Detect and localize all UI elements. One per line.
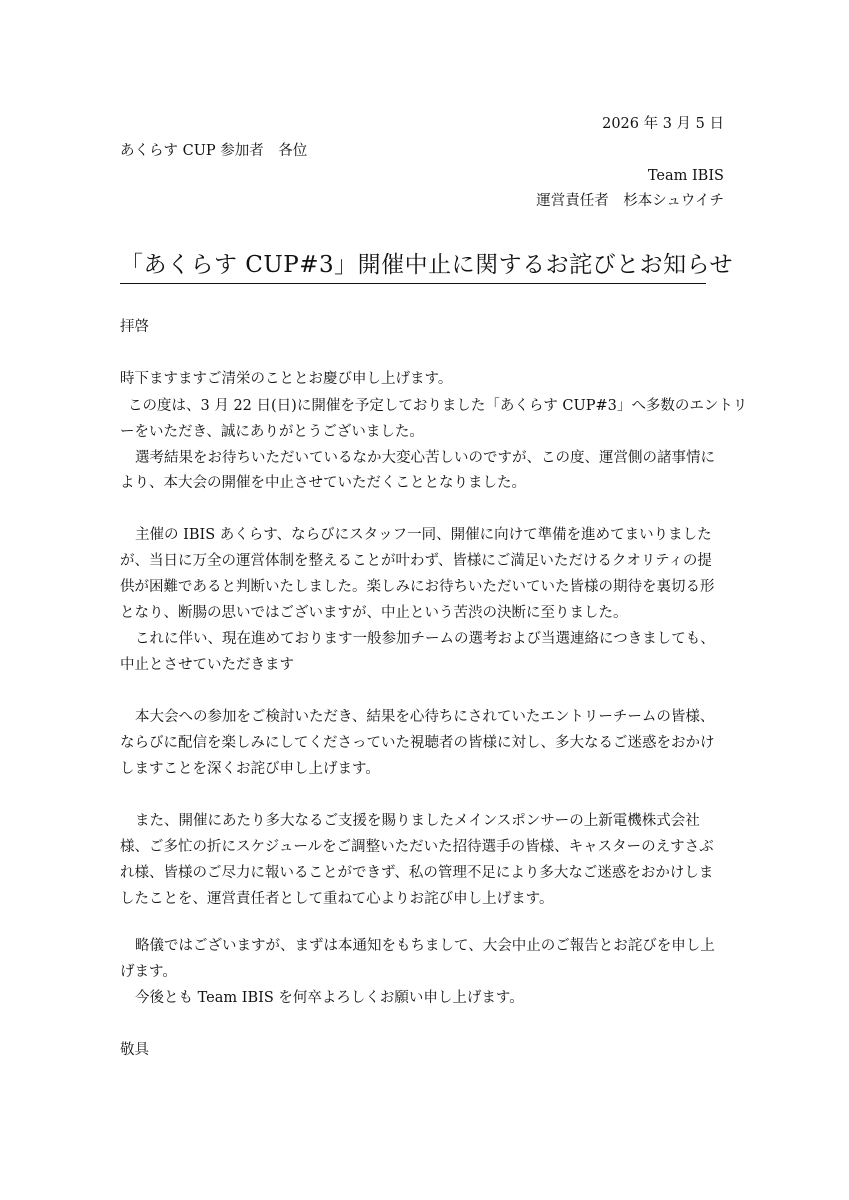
- body-line: 略儀ではございますが、まずは本通知をもちまして、大会中止のご報告とお詫びを申し上: [135, 938, 715, 954]
- closing-salutation: 敬具: [120, 1042, 149, 1058]
- sender-organization: Team IBIS: [647, 168, 724, 184]
- body-line: が、当日に万全の運営体制を整えることが叶わず、皆様にご満足いただけるクオリティの提: [120, 553, 712, 569]
- sender-person: 運営責任者 杉本シュウイチ: [536, 193, 724, 209]
- body-line: 時下ますますご清栄のこととお慶び申し上げます。: [120, 371, 453, 387]
- body-line: げます。: [120, 964, 177, 980]
- body-line: しますことを深くお詫び申し上げます。: [120, 761, 380, 777]
- body-line: ーをいただき、誠にありがとうございました。: [120, 424, 424, 440]
- opening-salutation: 拝啓: [120, 319, 149, 335]
- body-line: また、開催にあたり多大なるご支援を賜りましたメインスポンサーの上新電機株式会社: [135, 813, 700, 829]
- body-line: れ様、皆様のご尽力に報いることができず、私の管理不足により多大なご迷惑をおかけしま: [120, 865, 714, 881]
- body-line: 選考結果をお待ちいただいているなか大変心苦しいのですが、この度、運営側の諸事情に: [135, 450, 715, 466]
- body-line: より、本大会の開催を中止させていただくこととなりました。: [120, 475, 526, 491]
- body-line: 今後とも Team IBIS を何卒よろしくお願い申し上げます。: [135, 990, 524, 1006]
- title-underline: [120, 283, 706, 284]
- body-line: 本大会への参加をご検討いただき、結果を心待ちにされていたエントリーチームの皆様、: [135, 709, 715, 725]
- document-title: 「あくらす CUP#3」開催中止に関するお詫びとお知らせ: [120, 252, 733, 278]
- body-line: 供が困難であると判断いたしました。楽しみにお待ちいただいていた皆様の期待を裏切る形: [120, 579, 715, 595]
- body-line: ならびに配信を楽しみにしてくださっていた視聴者の皆様に対し、多大なるご迷惑をおかけ: [120, 735, 715, 751]
- body-line: となり、断腸の思いではございますが、中止という苦渋の決断に至りました。: [120, 605, 628, 621]
- body-line: 様、ご多忙の折にスケジュールをご調整いただいた招待選手の皆様、キャスターのえすさぶ: [120, 839, 714, 855]
- recipient-line: あくらす CUP 参加者 各位: [120, 143, 308, 159]
- document-date: 2026 年 3 月 5 日: [602, 116, 724, 132]
- body-line: 主催の IBIS あくらす、ならびにスタッフ一同、開催に向けて準備を進めてまいりました: [135, 527, 712, 543]
- body-line: 中止とさせていただきます: [120, 657, 294, 673]
- body-line: この度は、3 月 22 日(日)に開催を予定しておりました「あくらす CUP#3」へ多数のエントリ: [128, 398, 748, 414]
- body-line: したことを、運営責任者として重ねて心よりお詫び申し上げます。: [120, 891, 554, 907]
- body-line: これに伴い、現在進めております一般参加チームの選考および当選連絡につきましても、: [135, 631, 715, 647]
